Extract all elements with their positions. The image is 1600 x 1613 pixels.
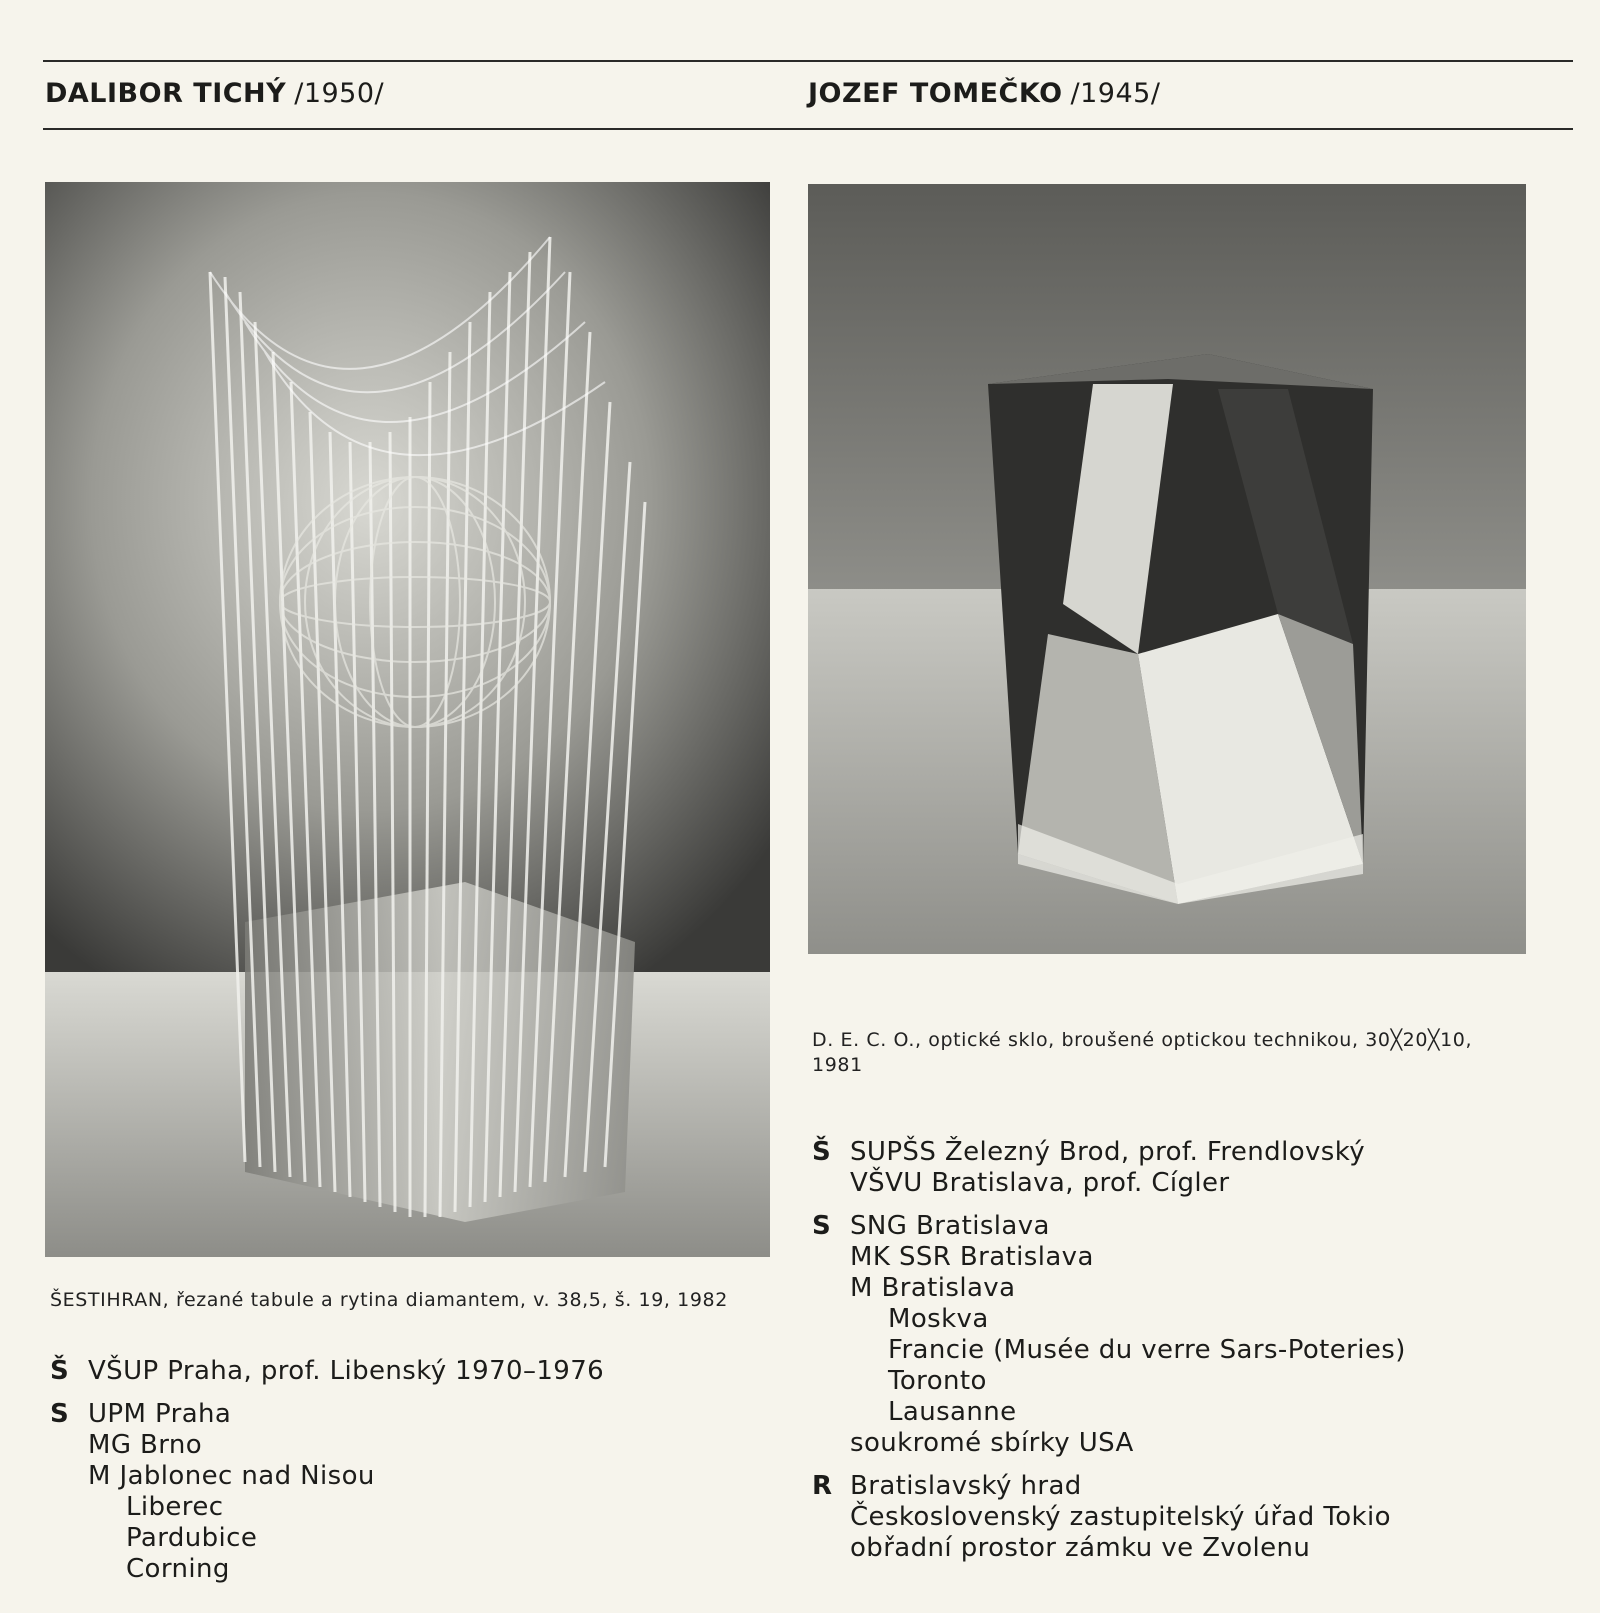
collections-section — [50, 1399, 604, 1585]
artist-years: /1950/ — [294, 78, 385, 109]
bio-line: UPM Praha — [88, 1399, 232, 1429]
bio-line: M Jablonec nad Nisou — [88, 1461, 375, 1491]
bio-line: SNG Bratislava — [850, 1211, 1050, 1241]
artist-heading-tichy — [45, 78, 384, 109]
bio-line: M Bratislava — [850, 1273, 1016, 1303]
section-key: Š — [50, 1356, 70, 1386]
artist-years: /1945/ — [1070, 78, 1161, 109]
bio-line: SUPŠS Železný Brod, prof. Frendlovský — [850, 1137, 1366, 1167]
artist-bio-tichy — [50, 1356, 604, 1597]
bio-line: Lausanne — [888, 1397, 1017, 1427]
section-key: Š — [812, 1137, 832, 1167]
education-section — [50, 1356, 604, 1387]
bio-line: Francie (Musée du verre Sars-Poteries) — [888, 1335, 1406, 1365]
bio-line: VŠUP Praha, prof. Libenský 1970–1976 — [88, 1356, 605, 1386]
header-rule-bottom — [43, 128, 1573, 130]
artist-bio-tomecko — [812, 1137, 1406, 1576]
photo-caption — [812, 1028, 1572, 1078]
bio-line: soukromé sbírky USA — [850, 1428, 1134, 1458]
bio-line: MG Brno — [88, 1430, 203, 1460]
optical-glass-prism-photo — [808, 184, 1526, 954]
section-key: S — [50, 1399, 70, 1429]
section-key: R — [812, 1471, 833, 1501]
section-key: S — [812, 1211, 832, 1241]
bio-line: obřadní prostor zámku ve Zvolenu — [850, 1533, 1311, 1563]
artist-name: DALIBOR TICHÝ — [45, 78, 287, 109]
realizations-section — [812, 1471, 1406, 1564]
photo-caption: ŠESTIHRAN, řezané tabule a rytina diamantem, v. 38,5, š. 19, 1982 — [50, 1289, 728, 1311]
header-rule-top — [43, 60, 1573, 62]
bio-line: Bratislavský hrad — [850, 1471, 1082, 1501]
glass-sculpture-hexagon-photo — [45, 182, 770, 1257]
caption-line: 1981 — [812, 1054, 863, 1076]
caption-line: D. E. C. O., optické sklo, broušené optickou technikou, 30╳20╳10, — [812, 1029, 1473, 1051]
collections-section — [812, 1211, 1406, 1459]
bio-line: Československý zastupitelský úřad Tokio — [850, 1502, 1391, 1532]
artist-name: JOZEF TOMEČKO — [808, 78, 1063, 109]
bio-line: Pardubice — [126, 1523, 258, 1553]
bio-line: Liberec — [126, 1492, 224, 1522]
bio-line: Corning — [126, 1554, 230, 1584]
bio-line: VŠVU Bratislava, prof. Cígler — [850, 1168, 1230, 1198]
artist-heading-tomecko — [808, 78, 1160, 109]
bio-line: Toronto — [888, 1366, 987, 1396]
education-section — [812, 1137, 1406, 1199]
bio-line: Moskva — [888, 1304, 989, 1334]
bio-line: MK SSR Bratislava — [850, 1242, 1094, 1272]
